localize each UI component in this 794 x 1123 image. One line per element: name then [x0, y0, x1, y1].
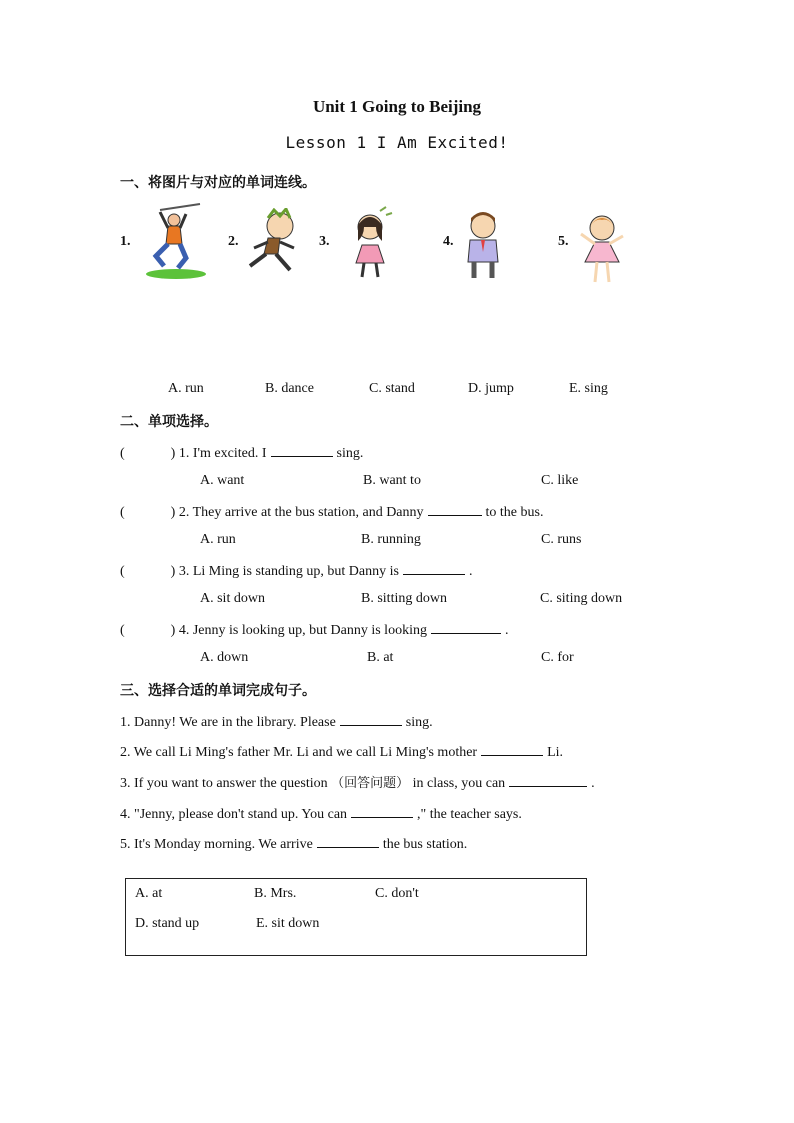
- choice-option: B. want to: [363, 473, 421, 488]
- sentence-row: 4. "Jenny, please don't stand up. You can ," the teacher says.: [120, 804, 522, 823]
- word-bank-item: C. don't: [375, 886, 419, 901]
- choice-option: B. at: [367, 650, 394, 665]
- lesson-title: Lesson 1 I Am Excited!: [285, 133, 509, 152]
- answer-blank[interactable]: [340, 712, 402, 726]
- part3-heading: 三、选择合适的单词完成句子。: [120, 683, 316, 699]
- girl-singing-icon: [346, 205, 394, 283]
- answer-blank[interactable]: [428, 502, 482, 516]
- answer-blank[interactable]: [351, 804, 413, 818]
- choice-option: A. want: [200, 473, 245, 488]
- answer-blank[interactable]: [481, 742, 543, 756]
- picture-number: 3.: [319, 234, 330, 249]
- word-bank-item: B. Mrs.: [254, 886, 297, 901]
- answer-blank[interactable]: [509, 773, 587, 787]
- answer-blank[interactable]: [271, 443, 333, 457]
- girl-dancing-icon: [573, 208, 631, 288]
- boy-running-icon: [240, 208, 302, 274]
- part2-heading: 二、单项选择。: [120, 414, 218, 430]
- word-option: A. run: [168, 381, 204, 396]
- choice-option: C. runs: [541, 532, 582, 547]
- word-option: C. stand: [369, 381, 415, 396]
- choice-option: A. sit down: [200, 591, 265, 606]
- choice-option: A. down: [200, 650, 249, 665]
- boy-standing-icon: [458, 208, 508, 282]
- answer-blank[interactable]: [431, 620, 501, 634]
- sentence-row: 1. Danny! We are in the library. Please sing.: [120, 712, 433, 731]
- question-row: ( ) 1. I'm excited. I sing.: [120, 443, 363, 462]
- choice-option: C. for: [541, 650, 574, 665]
- word-bank-item: D. stand up: [135, 916, 200, 931]
- sentence-row: 2. We call Li Ming's father Mr. Li and we call Li Ming's mother Li.: [120, 742, 563, 761]
- question-row: ( ) 3. Li Ming is standing up, but Danny is .: [120, 561, 472, 580]
- answer-blank[interactable]: [317, 834, 379, 848]
- picture-number: 4.: [443, 234, 454, 249]
- part1-heading: 一、将图片与对应的单词连线。: [120, 175, 316, 191]
- answer-blank[interactable]: [403, 561, 465, 575]
- choice-option: C. like: [541, 473, 579, 488]
- word-bank-item: A. at: [135, 886, 163, 901]
- golfer-jumping-icon: [142, 200, 206, 282]
- picture-number: 5.: [558, 234, 569, 249]
- choice-option: B. running: [361, 532, 421, 547]
- unit-title: Unit 1 Going to Beijing: [312, 97, 482, 116]
- word-bank-item: E. sit down: [256, 916, 320, 931]
- choice-option: B. sitting down: [361, 591, 447, 606]
- sentence-row: 5. It's Monday morning. We arrive the bus station.: [120, 834, 467, 853]
- word-option: B. dance: [265, 381, 314, 396]
- picture-number: 2.: [228, 234, 239, 249]
- question-row: ( ) 4. Jenny is looking up, but Danny is looking .: [120, 620, 508, 639]
- sentence-row: 3. If you want to answer the question （回答问题） in class, you can .: [120, 772, 595, 792]
- word-option: D. jump: [468, 381, 514, 396]
- choice-option: C. siting down: [540, 591, 623, 606]
- question-row: ( ) 2. They arrive at the bus station, and Danny to the bus.: [120, 502, 543, 521]
- picture-number: 1.: [120, 234, 131, 249]
- word-option: E. sing: [569, 381, 608, 396]
- choice-option: A. run: [200, 532, 236, 547]
